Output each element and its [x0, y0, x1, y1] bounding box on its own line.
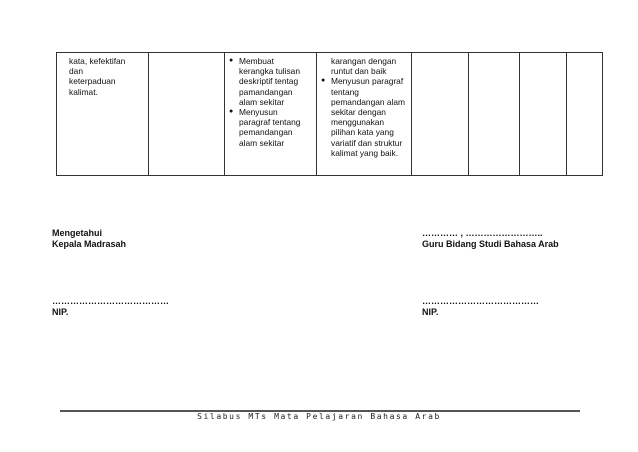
- cell-line: kalimat.: [69, 86, 98, 97]
- activity-cell: [225, 53, 317, 176]
- cell-line: karangan dengan: [331, 56, 397, 66]
- right-signature-title: ………… , …………………….. Guru Bidang Studi Bahasa Arab: [422, 228, 559, 249]
- right-signature-nip: ………………………………… NIP.: [422, 296, 539, 317]
- empty-cell: [567, 53, 603, 176]
- empty-cell: [520, 53, 567, 176]
- activity-cell: [317, 53, 412, 176]
- indicator-cell: [57, 53, 149, 176]
- empty-cell: [149, 53, 225, 176]
- cell-line: kata, kefektifan: [69, 56, 126, 66]
- left-signature-title: Mengetahui Kepala Madrasah: [52, 228, 127, 249]
- empty-cell: [469, 53, 520, 176]
- page-footer: Silabus MTs Mata Pelajaran Bahasa Arab: [197, 412, 441, 421]
- left-signature-nip: ………………………………… NIP.: [52, 296, 169, 317]
- syllabus-table: [56, 52, 603, 176]
- empty-cell: [412, 53, 469, 176]
- cell-line: dan: [69, 66, 83, 77]
- list-item: ● Menyusun paragraf tentang pemandangan alam sekitar dengan menggunakan pilihan kata yang variatif dan struktur kalimat yang baik.: [321, 76, 407, 158]
- list-item: ● Membuat kerangka tulisan deskriptif tentag pamandangan alam sekitar: [229, 56, 312, 107]
- cell-line: keterpaduan: [69, 76, 116, 87]
- cell-line: runtut dan baik: [331, 66, 387, 77]
- list-item: ● Menyusun paragraf tentang pemandangan alam sekitar: [229, 107, 312, 148]
